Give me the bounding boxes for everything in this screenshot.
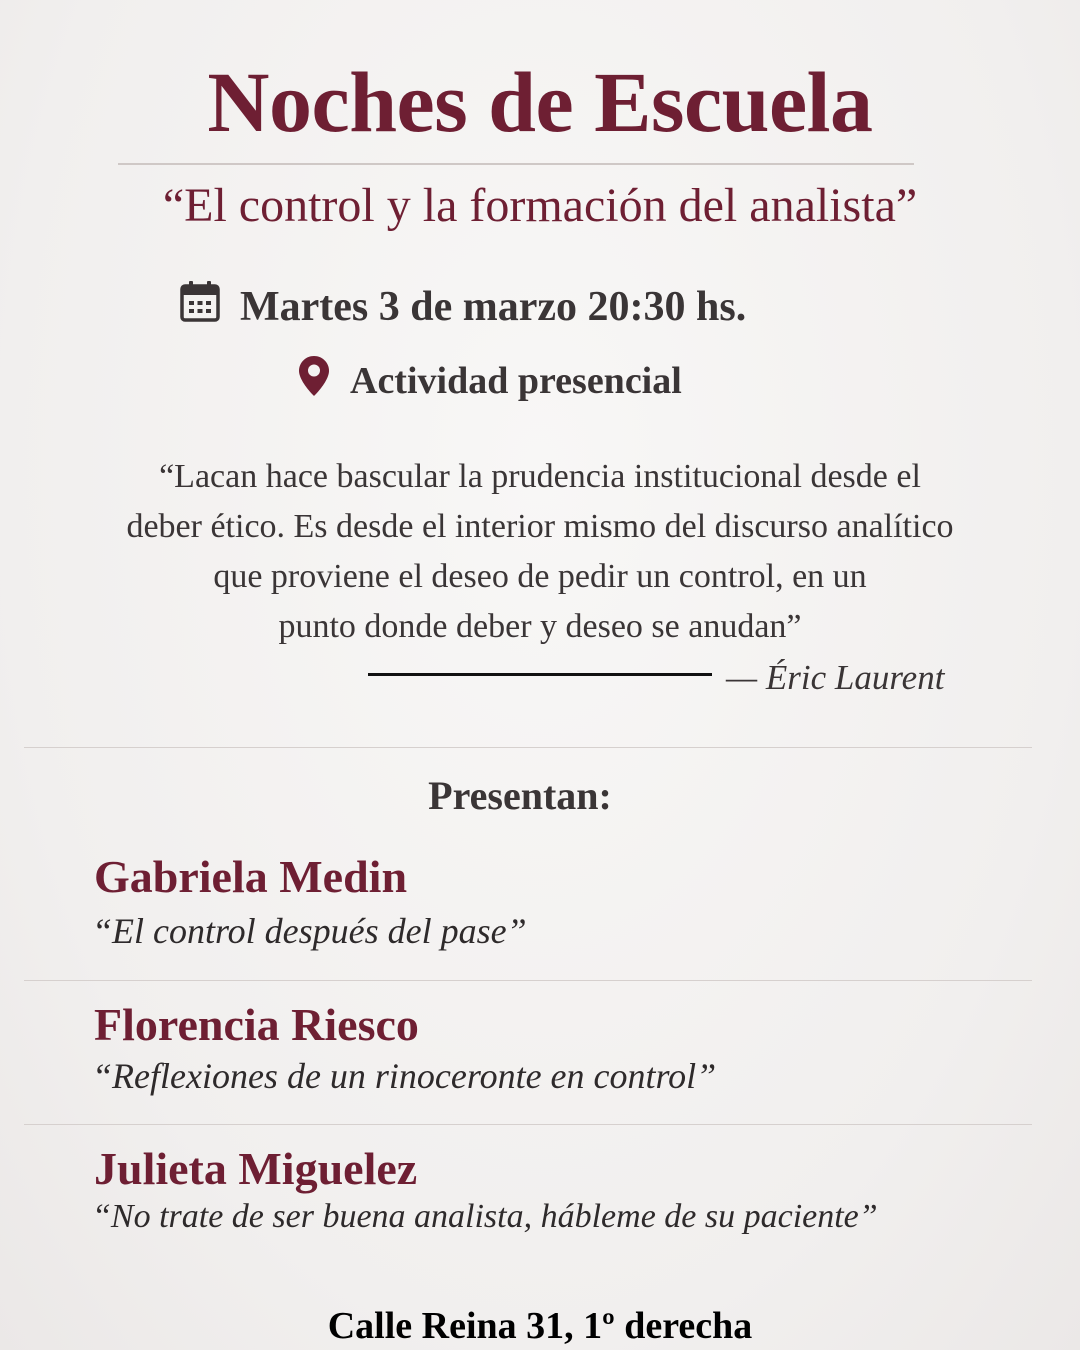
venue-address: Calle Reina 31, 1º derecha [327,1305,753,1347]
calendar-icon [180,280,220,333]
page-title: Noches de Escuela [207,54,873,150]
quote-author: — Éric Laurent [726,658,945,697]
quote-line: “Lacan hace bascular la prudencia institucional desde el [159,458,921,495]
presenter-name: Gabriela Medin [94,851,408,902]
presenter-talk-title: “El control después del pase” [92,911,527,951]
quote-line: deber ético. Es desde el interior mismo del discurso analítico [126,508,954,545]
event-subtitle: “El control y la formación del analista” [162,179,918,232]
quote-line: punto donde deber y deseo se anudan” [278,608,802,645]
map-pin-icon [298,355,330,407]
presenter-name: Julieta Miguelez [94,1143,418,1194]
presenter-divider [24,1124,1032,1125]
event-location-row [298,355,682,407]
quote-block [20,452,1060,652]
event-date-row [180,280,746,333]
event-date-text: Martes 3 de marzo 20:30 hs. [240,283,747,330]
event-location-text: Actividad presencial [350,360,682,402]
section-divider [24,747,1032,748]
presenter-talk-title: “Reflexiones de un rinoceronte en control” [92,1056,717,1096]
presenter-divider [24,980,1032,981]
presenter-talk-title: “No trate de ser buena analista, hábleme de su paciente” [92,1198,878,1235]
title-divider [118,163,914,165]
quote-underline [368,673,712,676]
presenter-name: Florencia Riesco [94,999,419,1050]
presenters-heading: Presentan: [428,773,612,818]
quote-line: que proviene el deseo de pedir un control, en un [213,558,867,595]
